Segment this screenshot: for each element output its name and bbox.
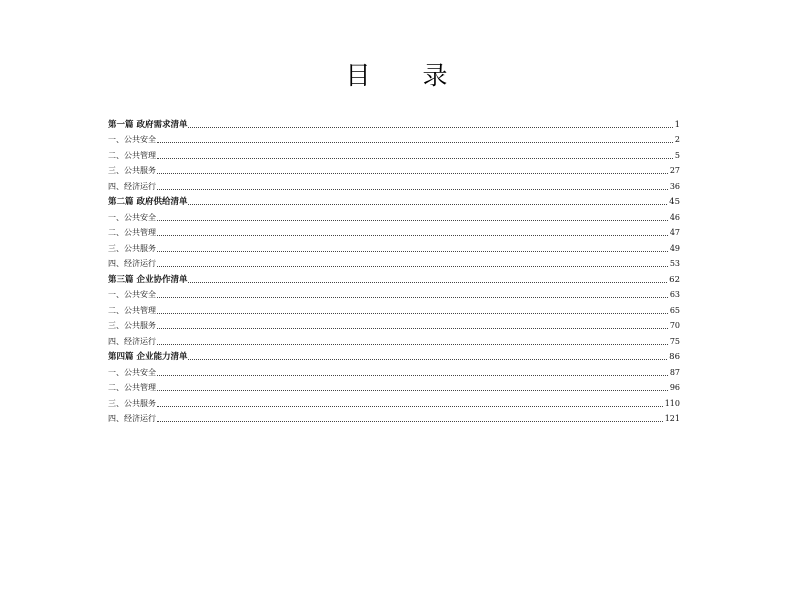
toc-section-entry[interactable] [108,161,680,177]
toc-section-entry[interactable] [108,409,680,425]
toc-entry-label: 四、经济运行 [108,181,156,191]
toc-entry-label: 四、经济运行 [108,336,156,346]
toc-page-number: 45 [669,197,680,207]
toc-dot-leader [157,343,668,345]
toc-dot-leader [157,188,668,190]
toc-dot-leader [157,296,668,298]
toc-page-number: 2 [674,135,680,144]
toc-entry-label: 二、公共管理 [108,150,156,160]
toc-page-number: 1 [674,119,680,130]
toc-section-entry[interactable] [108,393,680,409]
toc-page-number: 27 [669,166,680,175]
toc-entry-label: 四、经济运行 [108,259,156,268]
toc-dot-leader [157,141,673,143]
toc-entry-label: 二、公共管理 [108,228,156,237]
toc-part-entry[interactable] [108,269,680,285]
toc-section-entry[interactable] [108,300,680,316]
toc-dot-leader [188,203,667,205]
toc-entry-label: 二、公共管理 [108,383,156,392]
toc-part-entry[interactable] [108,347,680,363]
toc-dot-leader [188,358,667,360]
toc-page-number: 96 [669,383,680,392]
toc-dot-leader [157,234,668,236]
toc-entry-label: 第二篇 政府供给清单 [108,197,188,207]
toc-dot-leader [157,157,673,159]
toc-page-number: 62 [669,274,680,285]
toc-entry-label: 第一篇 政府需求清单 [108,119,188,130]
toc-page-number: 87 [669,367,680,377]
toc-entry-label: 三、公共服务 [108,166,156,175]
toc-entry-label: 一、公共安全 [108,367,156,377]
toc-dot-leader [157,219,668,221]
toc-entry-label: 一、公共安全 [108,212,156,222]
toc-page-number: 75 [669,336,680,346]
toc-section-entry[interactable] [108,145,680,161]
toc-page-number: 49 [669,243,680,253]
toc-entry-label: 一、公共安全 [108,135,156,144]
toc-page-number: 110 [664,398,680,408]
toc-page-number: 121 [664,414,680,423]
toc-section-entry[interactable] [108,254,680,270]
toc-section-entry[interactable] [108,207,680,223]
toc-dot-leader [188,126,672,128]
toc-page-number: 53 [669,259,680,268]
toc-dot-leader [157,312,668,314]
toc-page-number: 65 [669,305,680,315]
toc-dot-leader [157,374,668,376]
toc-part-entry[interactable] [108,114,680,130]
toc-page-number: 70 [669,321,680,330]
toc-entry-label: 三、公共服务 [108,243,156,253]
toc-section-entry[interactable] [108,130,680,146]
toc-dot-leader [157,420,663,422]
toc-page-number: 47 [669,228,680,237]
toc-entry-label: 第三篇 企业协作清单 [108,274,188,285]
toc-dot-leader [157,389,668,391]
table-of-contents [108,114,680,424]
toc-dot-leader [157,172,668,174]
toc-dot-leader [157,405,663,407]
toc-page-number: 46 [669,212,680,222]
toc-entry-label: 第四篇 企业能力清单 [108,352,188,362]
toc-entry-label: 三、公共服务 [108,321,156,330]
toc-part-entry[interactable] [108,192,680,208]
toc-section-entry[interactable] [108,378,680,394]
toc-page-number: 36 [669,181,680,191]
toc-section-entry[interactable] [108,238,680,254]
toc-page-number: 63 [669,290,680,299]
toc-entry-label: 四、经济运行 [108,414,156,423]
toc-section-entry[interactable] [108,362,680,378]
toc-section-entry[interactable] [108,223,680,239]
toc-dot-leader [157,265,668,267]
toc-section-entry[interactable] [108,176,680,192]
toc-entry-label: 一、公共安全 [108,290,156,299]
toc-section-entry[interactable] [108,285,680,301]
toc-dot-leader [157,250,668,252]
toc-page-number: 86 [669,352,680,362]
toc-dot-leader [188,281,667,283]
page-title: 目 录 [345,61,470,90]
toc-section-entry[interactable] [108,331,680,347]
toc-section-entry[interactable] [108,316,680,332]
toc-entry-label: 二、公共管理 [108,305,156,315]
toc-page-number: 5 [674,150,680,160]
toc-dot-leader [157,327,668,329]
toc-entry-label: 三、公共服务 [108,398,156,408]
